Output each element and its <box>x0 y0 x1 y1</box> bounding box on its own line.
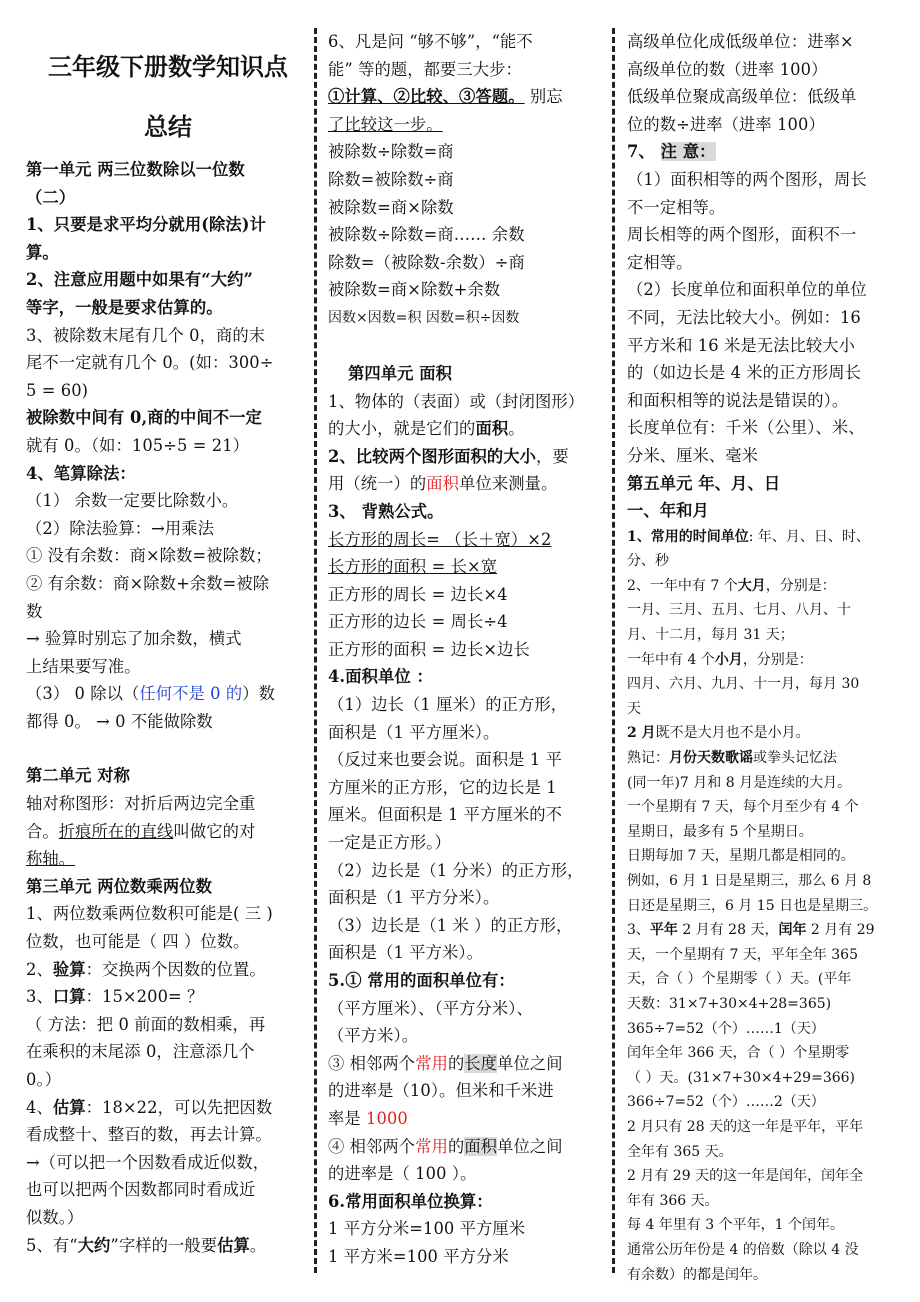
text-line: 365÷7=52（个）……1（天） <box>627 1020 825 1037</box>
text-line: 用（统一）的面积单位来测量。 <box>328 474 558 494</box>
text-line: 四月、六月、九月、十一月，每月 30 <box>627 676 860 693</box>
text-line: ② 有余数：商×除数+余数=被除 <box>26 573 270 593</box>
text-line: 也可以把两个因数都同时看成近 <box>26 1180 256 1200</box>
text-line: 高级单位化成低级单位：进率× <box>627 32 854 51</box>
text-line: 正方形的面积 = 边长×边长 <box>328 639 530 659</box>
text-line: 平方米和 16 米是无法比较大小 <box>627 335 856 355</box>
text-line: 分米、厘米、毫米 <box>627 445 759 465</box>
text-line: 一年中有 4 个小月，分别是： <box>627 651 813 668</box>
text-line: 被除数=商×除数+余数 <box>328 280 501 300</box>
text-line: 正方形的边长 = 周长÷4 <box>328 612 508 632</box>
text-line: 一定是正方形。） <box>328 833 451 853</box>
text-line: → 验算时别忘了加余数，横式 <box>26 629 242 649</box>
unit1-heading: 第一单元 两三位数除以一位数 <box>26 160 245 179</box>
text-line: 位的数÷进率（进率 100） <box>627 114 825 134</box>
text-line: 被除数中间有 0,商的中间不一定 <box>26 408 262 428</box>
text-line: 全年有 365 天。 <box>627 1143 733 1160</box>
text-line: 的进率是（ 100 ）。 <box>328 1164 477 1184</box>
text-line: 2、一年中有 7 个大月，分别是： <box>627 577 836 594</box>
text-line: 方厘米的正方形，它的边长是 1 <box>328 777 557 797</box>
text-line: 正方形的周长 = 边长×4 <box>328 584 508 604</box>
unit1-heading-cont: （二） <box>26 187 76 207</box>
unit5-heading: 第五单元 年、月、日 <box>627 473 781 493</box>
text-line: 被除数=商×除数 <box>328 197 454 217</box>
text-line: 一个星期有 7 天，每个月至少有 4 个 <box>627 799 859 816</box>
text-line: （平方厘米）、（平方分米）、 <box>328 998 533 1018</box>
text-line: 周长相等的两个图形，面积不一 <box>627 225 857 245</box>
column-divider-2 <box>612 28 615 1273</box>
section-heading: 一、年和月 <box>627 501 709 521</box>
text-line: 一月、三月、五月、七月、八月、十 <box>627 602 851 619</box>
text-line: 天数：31×7+30×4+28=365) <box>627 995 832 1012</box>
column-3 <box>627 28 897 1287</box>
highlight-text: 任何不是 0 的 <box>139 684 243 704</box>
text-line: 称轴。 <box>26 849 76 869</box>
text-line: 1、只要是求平均分就用(除法)计 <box>26 215 266 235</box>
text-line: 3、 背熟公式。 <box>328 501 444 521</box>
text-line: 4.面积单位 ： <box>328 667 433 687</box>
text-line: 和面积相等的说法是错误的）。 <box>627 390 849 410</box>
text-line: 5 = 60) <box>26 380 89 400</box>
text-line: 能” 等的题，都要三大步： <box>328 59 522 79</box>
text-line: 5、有“大约”字样的一般要估算。 <box>26 1235 267 1255</box>
text-line: 等字，一般是要求估算的。 <box>26 297 223 317</box>
text-line: 3、平年 2 月有 28 天，闰年 2 月有 29 <box>627 922 875 939</box>
text-line: 7、 注 意： <box>627 142 716 162</box>
text-line: 0。） <box>26 1070 62 1089</box>
text-line: 2、注意应用题中如果有“大约” <box>26 270 253 290</box>
text-line: 2、比较两个图形面积的大小，要 <box>328 446 569 466</box>
text-line: 率是 1000 <box>328 1108 408 1128</box>
text-line: (同一年)7 月和 8 月是连续的大月。 <box>627 774 852 791</box>
text-line: 轴对称图形：对折后两边完全重 <box>26 794 256 814</box>
text-line: 2 月只有 28 天的这一年是平年，平年 <box>627 1118 864 1135</box>
text-line: 3、口算：15×200= ？ <box>26 987 204 1007</box>
text-line: 的进率是（10）。但米和千米进 <box>328 1081 554 1101</box>
text-line: （2）长度单位和面积单位的单位 <box>627 280 867 300</box>
text-line: 1、物体的（表面）或（封闭图形） <box>328 391 585 411</box>
text-line: 面积是（1 平方米）。 <box>328 943 484 963</box>
text-line: 3、被除数末尾有几个 0，商的末 <box>26 325 266 345</box>
text-line: 看成整十、整百的数，再去计算。 <box>26 1125 272 1145</box>
text-line: （3） 0 除以（任何不是 0 的）数 <box>26 684 276 704</box>
text-line: 高级单位的数（进率 100） <box>627 59 828 79</box>
text-line: 闰年全年 366 天，合（ ）个星期零 <box>627 1045 850 1062</box>
text-line: （3）边长是（1 米 ）的正方形， <box>328 915 573 935</box>
text-line: 天，合（ ）个星期零（ ）天。(平年 <box>627 971 852 988</box>
column-divider-1 <box>314 28 317 1273</box>
text-line: 似数。） <box>26 1207 84 1227</box>
text-line: 因数×因数=积 因数=积÷因数 <box>328 309 520 326</box>
text-line: 都得 0。 → 0 不能做除数 <box>26 711 213 731</box>
text-line: 尾不一定就有几个 0。(如：300÷ <box>26 353 274 373</box>
text-line: 熟记：月份天数歌谣或拳头记忆法 <box>627 750 837 767</box>
text-line: ③ 相邻两个常用的长度单位之间 <box>328 1053 563 1073</box>
text-line: （1）面积相等的两个图形，周长 <box>627 169 867 189</box>
text-line: 月、十二月，每月 31 天； <box>627 627 794 644</box>
text-line: 366÷7=52（个）……2（天） <box>627 1094 825 1111</box>
unit4-heading: 第四单元 面积 <box>348 363 453 383</box>
text-line: 有余数）的都是闰年。 <box>627 1266 767 1283</box>
text-line: 被除数÷除数=商 <box>328 142 454 162</box>
text-line: 不同，无法比较大小。例如：16 <box>627 307 861 327</box>
text-line: （ 方法：把 0 前面的数相乘，再 <box>26 1014 266 1034</box>
text-line: （平方米）。 <box>328 1026 419 1046</box>
text-line: 不一定相等。 <box>627 197 726 217</box>
text-line: ①计算、②比较、③答题。 别忘 <box>328 87 563 107</box>
text-line: 日期每加 7 天，星期几都是相同的。 <box>627 848 855 865</box>
text-line: 合。折痕所在的直线叫做它的对 <box>26 821 256 841</box>
text-line: 长度单位有：千米（公里）、米、 <box>627 418 865 438</box>
text-line: 低级单位聚成高级单位：低级单 <box>627 87 857 107</box>
text-line: 年有 366 天。 <box>627 1192 719 1209</box>
page-title-line-2: 总结 <box>144 112 192 141</box>
text-line: 1、常用的时间单位: 年、月、日、时、 <box>627 528 870 545</box>
text-line: 5.① 常用的面积单位有： <box>328 971 515 990</box>
text-line: （1）边长（1 厘米）的正方形， <box>328 695 568 715</box>
text-line: 1 平方分米=100 平方厘米 <box>328 1219 526 1239</box>
text-line: 长方形的面积 = 长×宽 <box>328 557 498 577</box>
page-title: 三年级下册数学知识点 <box>48 52 288 81</box>
text-line: 位数，也可能是（ 四 ）位数。 <box>26 932 250 952</box>
text-line: 星期日，最多有 5 个星期日。 <box>627 823 813 840</box>
column-2 <box>328 28 603 1271</box>
text-line: 通常公历年份是 4 的倍数（除以 4 没 <box>627 1241 859 1258</box>
text-line: 面积是（1 平方分米）。 <box>328 888 500 908</box>
text-line: （2）边长是（1 分米）的正方形， <box>328 860 584 880</box>
text-line: 除数=被除数÷商 <box>328 169 454 189</box>
text-line: （反过来也要会说。面积是 1 平 <box>328 750 562 770</box>
text-line: 算。 <box>26 242 59 262</box>
text-line: 了比较这一步。 <box>328 114 443 134</box>
text-line: 就有 0。（如：105÷5 = 21） <box>26 435 250 455</box>
text-line: ④ 相邻两个常用的面积单位之间 <box>328 1136 563 1156</box>
text-line: 每 4 年里有 3 个平年，1 个闰年。 <box>627 1217 844 1234</box>
text-line: 分、秒 <box>627 553 669 570</box>
text-line: 2 月有 29 天的这一年是闰年，闰年全 <box>627 1168 864 1185</box>
text-line: 6.常用面积单位换算： <box>328 1191 493 1211</box>
text-line: 1、两位数乘两位数积可能是( 三 ) <box>26 904 273 924</box>
text-line: 2、验算：交换两个因数的位置。 <box>26 959 266 979</box>
text-line: 在乘积的末尾添 0，注意添几个 <box>26 1042 255 1062</box>
text-line: 天，一个星期有 7 天，平年全年 365 <box>627 946 858 963</box>
unit2-heading: 第二单元 对称 <box>26 766 131 786</box>
text-line: 面积是（1 平方厘米）。 <box>328 722 500 742</box>
text-line: 的（如边长是 4 米的正方形周长 <box>627 363 861 383</box>
text-line: ① 没有余数：商×除数=被除数； <box>26 546 272 566</box>
column-1 <box>26 28 310 1259</box>
text-line: 2 月既不是大月也不是小月。 <box>627 725 810 742</box>
text-line: 数 <box>26 601 43 621</box>
text-line: 4、估算：18×22，可以先把因数 <box>26 1097 273 1117</box>
text-line: 天 <box>627 700 641 717</box>
text-line: 被除数÷除数=商…… 余数 <box>328 225 525 245</box>
text-line: 4、笔算除法： <box>26 463 136 483</box>
text-line: 例如，6 月 1 日是星期三，那么 6 月 8 <box>627 873 872 889</box>
text-line: 上结果要写准。 <box>26 656 141 676</box>
text-line: 1 平方米=100 平方分米 <box>328 1246 509 1266</box>
unit3-heading: 第三单元 两位数乘两位数 <box>26 876 212 896</box>
text-line: 厘米。但面积是 1 平方厘米的不 <box>328 805 562 825</box>
text-line: 长方形的周长= （长＋宽）×2 <box>328 529 552 549</box>
text-line: （1） 余数一定要比除数小。 <box>26 491 239 511</box>
text-line: 除数=（被除数-余数）÷商 <box>328 252 525 272</box>
text-line: （ ）天。(31×7+30×4+29=366) <box>627 1069 856 1086</box>
text-line: →（可以把一个因数看成近似数， <box>26 1152 270 1172</box>
text-line: 日还是星期三，6 月 15 日也是星期三。 <box>627 897 878 914</box>
text-line: 定相等。 <box>627 252 693 272</box>
text-line: （2）除法验算：→用乘法 <box>26 518 215 538</box>
text-line: 6、凡是问 “够不够”，“能不 <box>328 32 533 51</box>
text-line: 的大小，就是它们的面积。 <box>328 419 525 439</box>
